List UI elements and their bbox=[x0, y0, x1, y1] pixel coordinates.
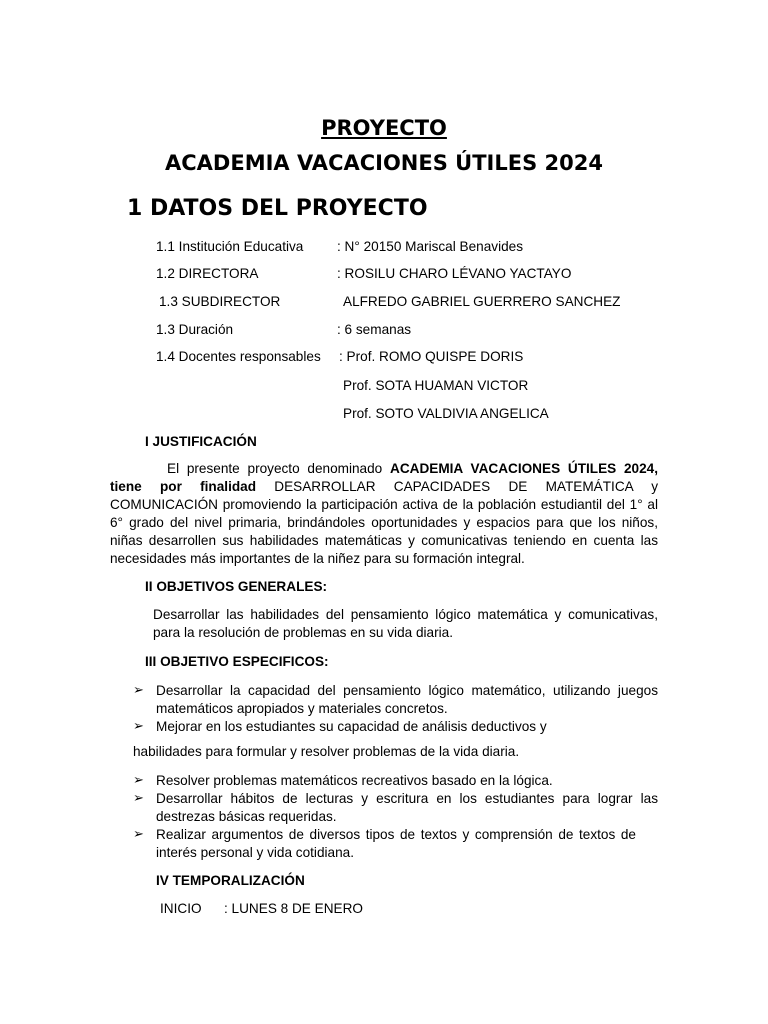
objective-item: Resolver problemas matemáticos recreativos basado en la lógica. bbox=[156, 773, 553, 788]
section-heading-justificacion: I JUSTIFICACIÓN bbox=[145, 434, 257, 449]
row-value-subdirector: ALFREDO GABRIEL GUERRERO SANCHEZ bbox=[343, 294, 621, 309]
bullet-icon: ➢ bbox=[133, 682, 144, 697]
objective-item: Mejorar en los estudiantes su capacidad de análisis deductivos y bbox=[156, 719, 547, 734]
bullet-icon: ➢ bbox=[133, 826, 144, 841]
justificacion-intro: El presente proyecto denominado bbox=[167, 461, 390, 476]
objective-continuation: habilidades para formular y resolver problemas de la vida diaria. bbox=[133, 744, 520, 759]
inicio-label: INICIO bbox=[160, 901, 202, 916]
justificacion-paragraph bbox=[110, 460, 658, 568]
justificacion-highlight: ACADEMIA VACACIONES ÚTILES 2024, tiene por finalidad bbox=[110, 461, 659, 494]
justificacion-body: DESARROLLAR CAPACIDADES DE MATEMÁTICA y COMUNICACIÓN promoviendo la participación activa de la población estudiantil del 1° al 6° grado del nivel primaria, brindándoles oportunidades y espacios para que los niños, niñas desarrollen sus habilidades matemáticas y comunicativas teniendo en cuenta las necesidades más importantes de la niñez para su formación integral. bbox=[110, 479, 658, 566]
section-heading-objetivos-especificos: III OBJETIVO ESPECIFICOS: bbox=[145, 654, 329, 669]
row-label-directora: 1.2 DIRECTORA bbox=[156, 266, 259, 281]
objective-item: Desarrollar la capacidad del pensamiento lógico matemático, utilizando juegos matemáticos apropiados y materiales concretos. bbox=[156, 683, 658, 716]
bullet-icon: ➢ bbox=[133, 718, 144, 733]
section-heading-temporalizacion: IV TEMPORALIZACIÓN bbox=[156, 873, 305, 888]
row-label-institucion: 1.1 Institución Educativa bbox=[156, 239, 304, 254]
row-value-duracion: : 6 semanas bbox=[337, 322, 412, 337]
inicio-value: : LUNES 8 DE ENERO bbox=[224, 901, 363, 916]
row-value-docente-3: Prof. SOTO VALDIVIA ANGELICA bbox=[343, 406, 549, 421]
objective-item: Realizar argumentos de diversos tipos de textos y comprensión de textos de interés personal y vida cotidiana. bbox=[156, 827, 636, 860]
objective-item: Desarrollar hábitos de lecturas y escritura en los estudiantes para lograr las destrezas básicas requeridas. bbox=[156, 791, 658, 824]
academy-title: ACADEMIA VACACIONES ÚTILES 2024 bbox=[165, 151, 603, 175]
bullet-icon: ➢ bbox=[133, 772, 144, 787]
row-value-institucion: : N° 20150 Mariscal Benavides bbox=[337, 239, 524, 254]
row-value-docente-1: : Prof. ROMO QUISPE DORIS bbox=[339, 349, 524, 364]
section-heading-objetivos-generales: II OBJETIVOS GENERALES: bbox=[145, 579, 328, 594]
row-value-directora: : ROSILU CHARO LÉVANO YACTAYO bbox=[337, 266, 572, 281]
project-title: PROYECTO bbox=[321, 116, 447, 140]
section-heading-datos: 1 DATOS DEL PROYECTO bbox=[127, 196, 428, 221]
row-label-docentes: 1.4 Docentes responsables bbox=[156, 349, 321, 364]
bullet-icon: ➢ bbox=[133, 790, 144, 805]
objetivos-generales-text: Desarrollar las habilidades del pensamiento lógico matemática y comunicativas, para la resolución de problemas en su vida diaria. bbox=[153, 607, 658, 640]
row-label-duracion: 1.3 Duración bbox=[156, 322, 234, 337]
row-value-docente-2: Prof. SOTA HUAMAN VICTOR bbox=[343, 378, 529, 393]
row-label-subdirector: 1.3 SUBDIRECTOR bbox=[159, 294, 281, 309]
